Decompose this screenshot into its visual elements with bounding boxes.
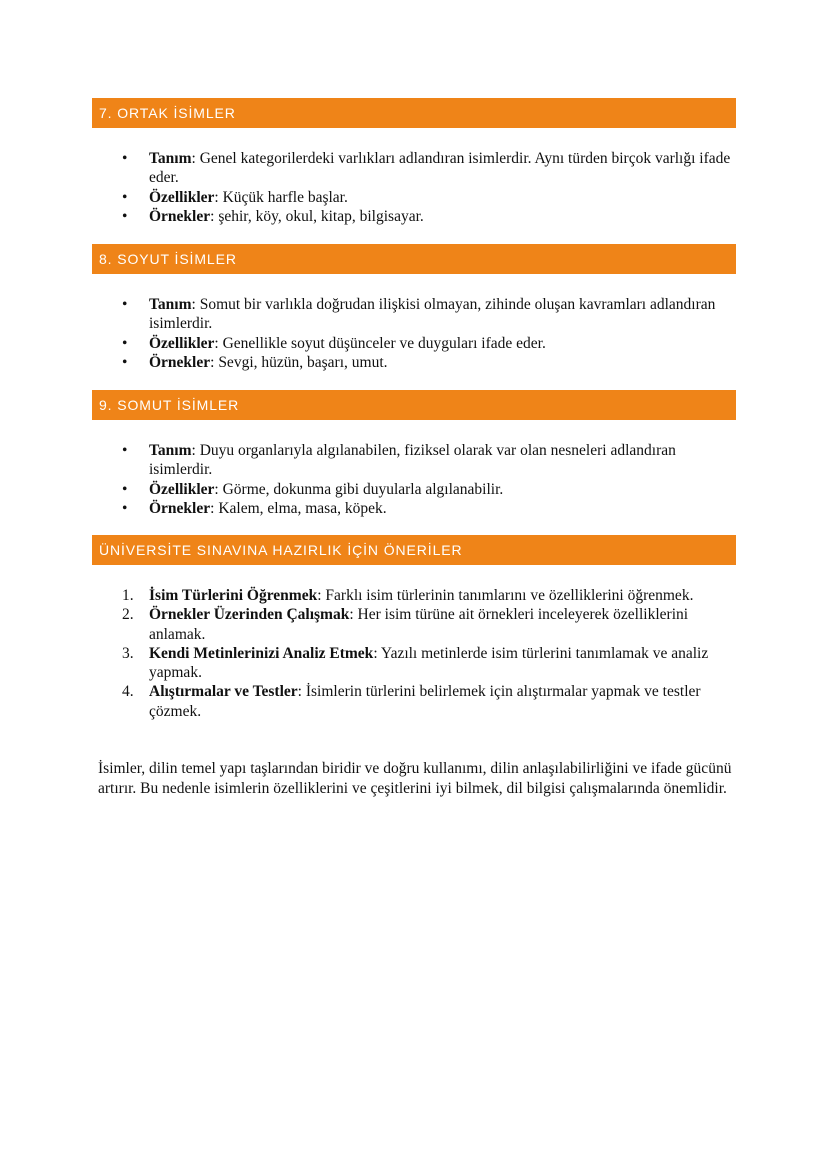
section-sinav-onerileri bbox=[92, 535, 736, 720]
item-text: Kalem, elma, masa, köpek. bbox=[218, 499, 387, 517]
item-term: Tanım bbox=[149, 150, 192, 167]
item-term: Örnekler Üzerinden Çalışmak bbox=[149, 606, 350, 624]
list-item: • Tanım: Somut bir varlıkla doğrudan ilişkisi olmayan, zihinde oluşan kavramları adlandıran isimlerdir. bbox=[92, 295, 736, 334]
section-heading: 8. SOYUT İSİMLER bbox=[92, 244, 736, 274]
item-term: Özellikler bbox=[149, 480, 215, 498]
list-item: • Tanım: Duyu organlarıyla algılanabilen, fiziksel olarak var olan nesneleri adlandıran isimlerdir. bbox=[92, 441, 736, 480]
list-item: 3. Kendi Metinlerinizi Analiz Etmek: Yazılı metinlerde isim türlerini tanımlamak ve analiz yapmak. bbox=[122, 644, 709, 682]
list-item: • Tanım: Genel kategorilerdeki varlıkları adlandıran isimlerdir. Aynı türden birçok varlığı ifade eder. bbox=[92, 149, 736, 188]
section-somut-isimler bbox=[92, 390, 736, 517]
list-item: 4. Alıştırmalar ve Testler: İsimlerin türlerini belirlemek için alıştırmalar yapmak ve testler çözmek. bbox=[122, 683, 701, 720]
item-text: Küçük harfle başlar. bbox=[222, 188, 348, 206]
section-ortak-isimler bbox=[92, 98, 736, 225]
list-item: • Özellikler: Küçük harfle başlar. bbox=[92, 188, 736, 207]
section-heading: 7. ORTAK İSİMLER bbox=[92, 98, 736, 128]
list-item: • Örnekler: Kalem, elma, masa, köpek. bbox=[92, 499, 736, 518]
list-item: • Örnekler: şehir, köy, okul, kitap, bilgisayar. bbox=[92, 207, 736, 226]
item-term: Örnekler bbox=[149, 353, 211, 371]
item-text: Her isim türüne ait örnekleri inceleyerek özelliklerini anlamak. bbox=[149, 606, 689, 643]
item-term: Örnekler bbox=[149, 207, 211, 225]
item-term: Tanım bbox=[149, 296, 192, 313]
list-item: • Örnekler: Sevgi, hüzün, başarı, umut. bbox=[92, 353, 736, 372]
bullet-list bbox=[92, 295, 736, 372]
item-text: Somut bir varlıkla doğrudan ilişkisi olmayan, zihinde oluşan kavramları adlandıran isimlerdir. bbox=[149, 296, 716, 333]
item-number: 4. bbox=[122, 683, 134, 701]
item-number: 3. bbox=[122, 644, 134, 662]
item-term: Kendi Metinlerinizi Analiz Etmek bbox=[149, 644, 374, 662]
item-term: Tanım bbox=[149, 442, 192, 459]
list-item: • Özellikler: Görme, dokunma gibi duyularla algılanabilir. bbox=[92, 480, 736, 499]
item-text: Farklı isim türlerinin tanımlarını ve özelliklerini öğrenmek. bbox=[325, 587, 694, 604]
list-item: 1. İsim Türlerini Öğrenmek: Farklı isim türlerinin tanımlarını ve özelliklerini öğrenmek. bbox=[122, 587, 694, 604]
item-term: Özellikler bbox=[149, 334, 215, 352]
item-text: Genel kategorilerdeki varlıkları adlandıran isimlerdir. Aynı türden birçok varlığı ifade eder. bbox=[149, 150, 731, 187]
item-term: Özellikler bbox=[149, 188, 215, 206]
numbered-list bbox=[92, 586, 736, 721]
conclusion-paragraph: İsimler, dilin temel yapı taşlarından biridir ve doğru kullanımı, dilin anlaşılabilirliğini ve ifade gücünü artırır. Bu nedenle isimlerin özelliklerini ve çeşitlerini iyi bilmek, dil bilgisi çalışmalarında önemlidir. bbox=[98, 760, 732, 797]
item-text: Genellikle soyut düşünceler ve duyguları ifade eder. bbox=[222, 334, 546, 352]
item-text: Görme, dokunma gibi duyularla algılanabilir. bbox=[222, 480, 504, 498]
list-item: 2. Örnekler Üzerinden Çalışmak: Her isim türüne ait örnekleri inceleyerek özelliklerini anlamak. bbox=[122, 606, 689, 643]
bullet-list bbox=[92, 441, 736, 518]
item-term: Örnekler bbox=[149, 499, 211, 517]
item-term: Alıştırmalar ve Testler bbox=[149, 683, 298, 701]
section-heading: ÜNİVERSİTE SINAVINA HAZIRLIK İÇİN ÖNERİLER bbox=[92, 535, 736, 565]
item-text: Yazılı metinlerde isim türlerini tanımlamak ve analiz yapmak. bbox=[149, 644, 709, 682]
section-soyut-isimler bbox=[92, 244, 736, 371]
item-text: Sevgi, hüzün, başarı, umut. bbox=[218, 353, 388, 371]
item-text: şehir, köy, okul, kitap, bilgisayar. bbox=[218, 207, 424, 225]
section-heading: 9. SOMUT İSİMLER bbox=[92, 390, 736, 420]
list-item: • Özellikler: Genellikle soyut düşünceler ve duyguları ifade eder. bbox=[92, 334, 736, 353]
item-text: İsimlerin türlerini belirlemek için alıştırmalar yapmak ve testler çözmek. bbox=[149, 683, 701, 720]
item-text: Duyu organlarıyla algılanabilen, fiziksel olarak var olan nesneleri adlandıran isimlerdir. bbox=[149, 442, 676, 479]
item-number: 1. bbox=[122, 587, 134, 604]
item-term: İsim Türlerini Öğrenmek bbox=[149, 587, 318, 604]
bullet-list bbox=[92, 149, 736, 226]
item-number: 2. bbox=[122, 606, 134, 624]
